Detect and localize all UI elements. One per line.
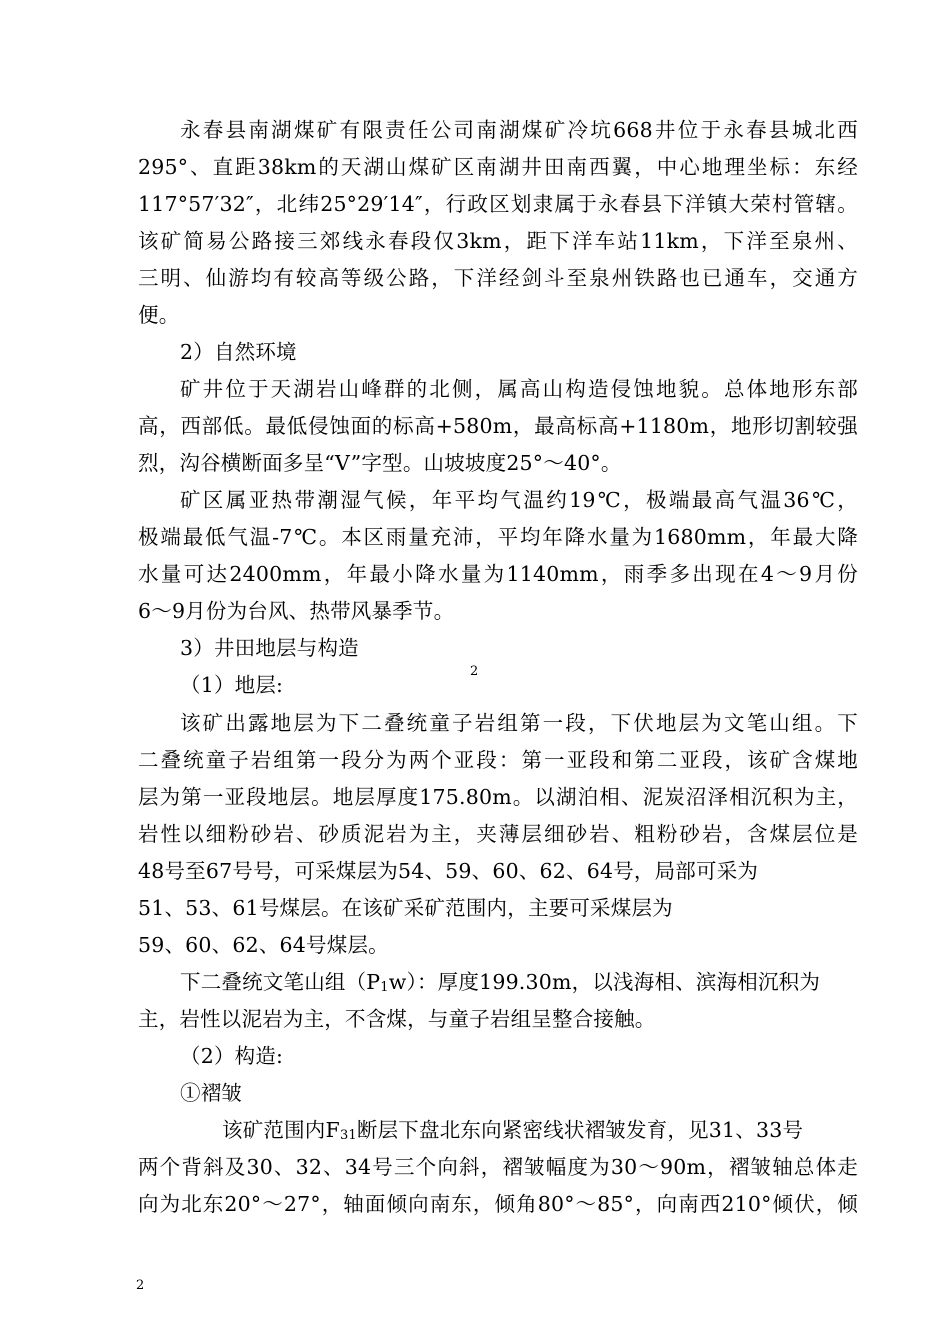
paragraph-strata-line-2: 二叠统童子岩组第一段分为两个亚段：第一亚段和第二亚段，该矿含煤地	[138, 748, 858, 772]
paragraph-strata-line-1: 该矿出露地层为下二叠统童子岩组第一段，下伏地层为文笔山组。下	[180, 711, 858, 735]
paragraph-location-line-5: 三明、仙游均有较高等级公路，下洋经剑斗至泉州铁路也已通车，交通方	[138, 266, 858, 290]
fault-subscript: 31	[339, 1128, 357, 1143]
paragraph-climate-line-1: 矿区属亚热带潮湿气候，年平均气温约19℃，极端最高气温36℃，	[180, 488, 858, 512]
paragraph-strata-line-6: 51、53、61号煤层。在该矿采矿范围内，主要可采煤层为	[138, 896, 673, 920]
paragraph-terrain-line-2: 高，西部低。最低侵蚀面的标高+580m，最高标高+1180m，地形切割较强	[138, 414, 858, 438]
section-heading-natural-environment: 2）自然环境	[180, 340, 297, 364]
paragraph-location-line-3: 117°57′32″，北纬25°29′14″，行政区划隶属于永春县下洋镇大荣村管辖。	[138, 192, 858, 216]
paragraph-folds-line-2: 两个背斜及30、32、34号三个向斜，褶皱幅度为30～90m，褶皱轴总体走	[138, 1155, 858, 1179]
paragraph-folds-line-3: 向为北东20°～27°，轴面倾向南东，倾角80°～85°，向南西210°倾伏，倾	[138, 1192, 858, 1216]
footer-page-number: 2	[136, 1278, 145, 1293]
paragraph-terrain-line-1: 矿井位于天湖岩山峰群的北侧，属高山构造侵蚀地貌。总体地形东部	[180, 377, 858, 401]
formula-subscript: 1	[380, 980, 389, 995]
subheading-structure: （2）构造:	[180, 1044, 284, 1068]
wenbishan-text-a: 下二叠统文笔山组（P	[180, 970, 381, 994]
wenbishan-text-b: w）：厚度199.30m，以浅海相、滨海相沉积为	[388, 970, 821, 994]
paragraph-location-line-6: 便。	[138, 303, 180, 327]
paragraph-wenbishan-line-2: 主，岩性以泥岩为主，不含煤，与童子岩组呈整合接触。	[138, 1007, 656, 1031]
subheading-strata: （1）地层:	[180, 673, 284, 697]
paragraph-location-line-4: 该矿简易公路接三郊线永春段仅3km，距下洋车站11km，下洋至泉州、	[138, 229, 858, 253]
subheading-folds: ①褶皱	[180, 1081, 243, 1105]
folds-text-b: 断层下盘北东向紧密线状褶皱发育，见31、33号	[356, 1118, 804, 1142]
paragraph-location-line-2: 295°、直距38km的天湖山煤矿区南湖井田南西翼，中心地理坐标：东经	[138, 155, 858, 179]
paragraph-wenbishan-line-1	[180, 970, 858, 994]
paragraph-climate-line-2: 极端最低气温-7℃。本区雨量充沛，平均年降水量为1680mm，年最大降	[138, 525, 858, 549]
paragraph-climate-line-3: 水量可达2400mm，年最小降水量为1140mm，雨季多出现在4～9月份	[138, 562, 858, 586]
paragraph-climate-line-4: 6～9月份为台风、热带风暴季节。	[138, 599, 455, 623]
paragraph-location-line-1: 永春县南湖煤矿有限责任公司南湖煤矿冷坑668井位于永春县城北西	[180, 118, 858, 142]
paragraph-strata-line-4: 岩性以细粉砂岩、砂质泥岩为主，夹薄层细砂岩、粗粉砂岩，含煤层位是	[138, 822, 858, 846]
paragraph-strata-line-5: 48号至67号号，可采煤层为54、59、60、62、64号，局部可采为	[138, 859, 759, 883]
paragraph-strata-line-3: 层为第一亚段地层。地层厚度175.80m。以湖泊相、泥炭沼泽相沉积为主，	[138, 785, 858, 809]
folds-text-a: 该矿范围内F	[222, 1118, 340, 1142]
section-heading-strata-structure: 3）井田地层与构造	[180, 636, 359, 660]
paragraph-folds-line-1	[222, 1118, 858, 1142]
paragraph-strata-line-7: 59、60、62、64号煤层。	[138, 933, 389, 957]
paragraph-terrain-line-3: 烈，沟谷横断面多呈“V”字型。山坡坡度25°～40°。	[138, 451, 622, 475]
stray-page-number: 2	[470, 664, 479, 679]
